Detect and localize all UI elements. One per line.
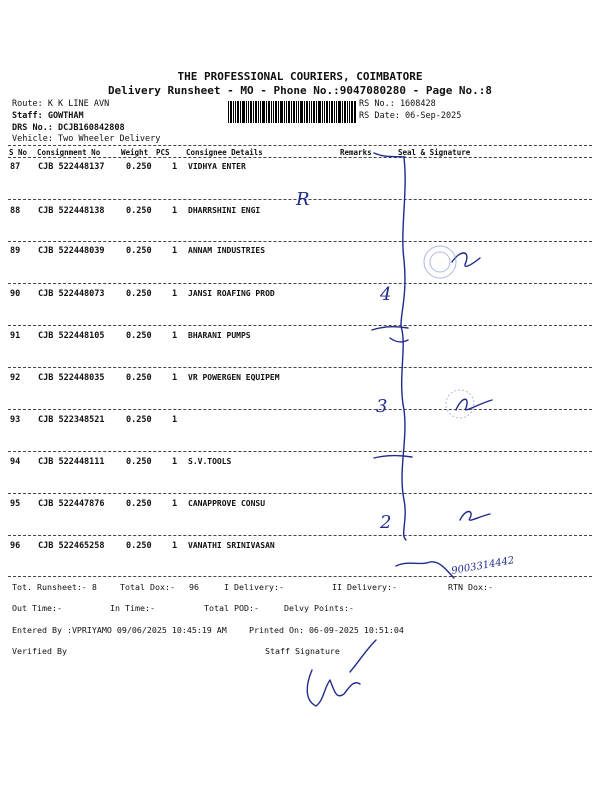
company-title: THE PROFESSIONAL COURIERS, COIMBATORE xyxy=(177,70,423,83)
col-sno: S No xyxy=(9,148,28,157)
col-remarks: Remarks xyxy=(340,148,372,157)
row-divider xyxy=(8,451,592,452)
table-row xyxy=(0,454,600,496)
row-pcs: 1 xyxy=(172,162,178,172)
row-weight: 0.250 xyxy=(126,373,152,383)
row-weight: 0.250 xyxy=(126,415,152,425)
row-weight: 0.250 xyxy=(126,289,152,299)
delvy-points: Delvy Points:- xyxy=(284,603,354,613)
vehicle-label: Vehicle: Two Wheeler Delivery xyxy=(12,134,161,144)
handwritten-2: 2 xyxy=(380,512,392,533)
table-row xyxy=(0,160,600,202)
row-sno: 95 xyxy=(10,499,21,509)
table-row xyxy=(0,328,600,370)
handwritten-4: 4 xyxy=(380,284,392,305)
staff-signature-label: Staff Signature xyxy=(265,646,340,656)
runsheet-subtitle: Delivery Runsheet - MO - Phone No.:9047080280 - Page No.:8 xyxy=(107,84,493,97)
row-pcs: 1 xyxy=(172,541,178,551)
row-consignment: CJB 522448137 xyxy=(38,162,105,172)
row-pcs: 1 xyxy=(172,331,178,341)
rs-number: RS No.: 1608428 xyxy=(359,99,436,109)
col-weight: Weight xyxy=(121,148,149,157)
row-sno: 87 xyxy=(10,162,21,172)
row-consignment: CJB 522448073 xyxy=(38,289,105,299)
row-divider xyxy=(8,367,592,368)
row-consignment: CJB 522448138 xyxy=(38,206,105,216)
row-consignment: CJB 522348521 xyxy=(38,415,105,425)
row-weight: 0.250 xyxy=(126,246,152,256)
row-divider xyxy=(8,241,592,242)
row-consignment: CJB 522465258 xyxy=(38,541,105,551)
row-pcs: 1 xyxy=(172,499,178,509)
total-dox-value: 96 xyxy=(189,582,199,592)
col-consignee: Consignee Details xyxy=(186,148,263,157)
row-consignee: S.V.TOOLS xyxy=(188,457,232,466)
row-divider xyxy=(8,493,592,494)
row-sno: 94 xyxy=(10,457,21,467)
row-consignee: JANSI ROAFING PROD xyxy=(188,289,275,298)
handwritten-3: 3 xyxy=(376,396,388,417)
in-time: In Time:- xyxy=(110,603,155,613)
row-consignee: VANATHI SRINIVASAN xyxy=(188,541,275,550)
table-row xyxy=(0,244,600,286)
row-weight: 0.250 xyxy=(126,331,152,341)
table-row xyxy=(0,286,600,328)
row-weight: 0.250 xyxy=(126,541,152,551)
row-sno: 91 xyxy=(10,331,21,341)
footer-rule xyxy=(8,576,592,577)
i-delivery: I Delivery:- xyxy=(224,582,284,592)
row-sno: 96 xyxy=(10,541,21,551)
barcode xyxy=(228,101,356,123)
row-weight: 0.250 xyxy=(126,499,152,509)
row-divider xyxy=(8,199,592,200)
row-consignee: BHARANI PUMPS xyxy=(188,331,251,340)
row-divider xyxy=(8,535,592,536)
entered-by: Entered By :VPRIYAMO 09/06/2025 10:45:19 AM xyxy=(12,625,227,635)
handwritten-r: R xyxy=(296,189,310,210)
drs-number: DRS No.: DCJB160842808 xyxy=(12,123,125,133)
table-row xyxy=(0,538,600,580)
col-consignment: Consignment No xyxy=(37,148,101,157)
row-divider xyxy=(8,283,592,284)
row-sno: 89 xyxy=(10,246,21,256)
row-pcs: 1 xyxy=(172,457,178,467)
row-consignee: VR POWERGEN EQUIPEM xyxy=(188,373,280,382)
row-sno: 93 xyxy=(10,415,21,425)
row-pcs: 1 xyxy=(172,206,178,216)
table-row xyxy=(0,370,600,412)
row-consignee: VIDHYA ENTER xyxy=(188,162,246,171)
table-row xyxy=(0,496,600,538)
row-divider xyxy=(8,325,592,326)
header-top-rule xyxy=(8,145,592,146)
row-sno: 90 xyxy=(10,289,21,299)
handwritten-note: 9003314442 xyxy=(450,555,516,577)
row-consignee: DHARRSHINI ENGI xyxy=(188,206,261,215)
row-weight: 0.250 xyxy=(126,457,152,467)
row-consignment: CJB 522448105 xyxy=(38,331,105,341)
header-bottom-rule xyxy=(8,157,592,158)
rtn-dox: RTN Dox:- xyxy=(448,582,493,592)
tot-runsheet: Tot. Runsheet:- 8 xyxy=(12,582,97,592)
total-pod: Total POD:- xyxy=(204,603,259,613)
row-consignee: ANNAM INDUSTRIES xyxy=(188,246,266,255)
table-row xyxy=(0,202,600,244)
row-divider xyxy=(8,409,592,410)
row-weight: 0.250 xyxy=(126,162,152,172)
verified-by: Verified By xyxy=(12,646,67,656)
rs-date: RS Date: 06-Sep-2025 xyxy=(359,111,462,121)
row-pcs: 1 xyxy=(172,246,178,256)
printed-on: Printed On: 06-09-2025 10:51:04 xyxy=(249,625,404,635)
row-consignment: CJB 522448035 xyxy=(38,373,105,383)
row-consignment: CJB 522447876 xyxy=(38,499,105,509)
row-pcs: 1 xyxy=(172,373,178,383)
staff-label: Staff: GOWTHAM xyxy=(12,111,84,121)
row-weight: 0.250 xyxy=(126,206,152,216)
col-seal-signature: Seal & Signature xyxy=(398,148,471,157)
row-sno: 88 xyxy=(10,206,21,216)
route-label: Route: K K LINE AVN xyxy=(12,99,110,109)
row-consignee: CANAPPROVE CONSU xyxy=(188,499,266,508)
row-pcs: 1 xyxy=(172,415,178,425)
total-dox-label: Total Dox:- xyxy=(120,582,175,592)
col-pcs: PCS xyxy=(156,148,170,157)
ii-delivery: II Delivery:- xyxy=(332,582,397,592)
row-pcs: 1 xyxy=(172,289,178,299)
row-consignment: CJB 522448039 xyxy=(38,246,105,256)
table-row xyxy=(0,412,600,454)
row-sno: 92 xyxy=(10,373,21,383)
row-consignment: CJB 522448111 xyxy=(38,457,105,467)
out-time: Out Time:- xyxy=(12,603,62,613)
